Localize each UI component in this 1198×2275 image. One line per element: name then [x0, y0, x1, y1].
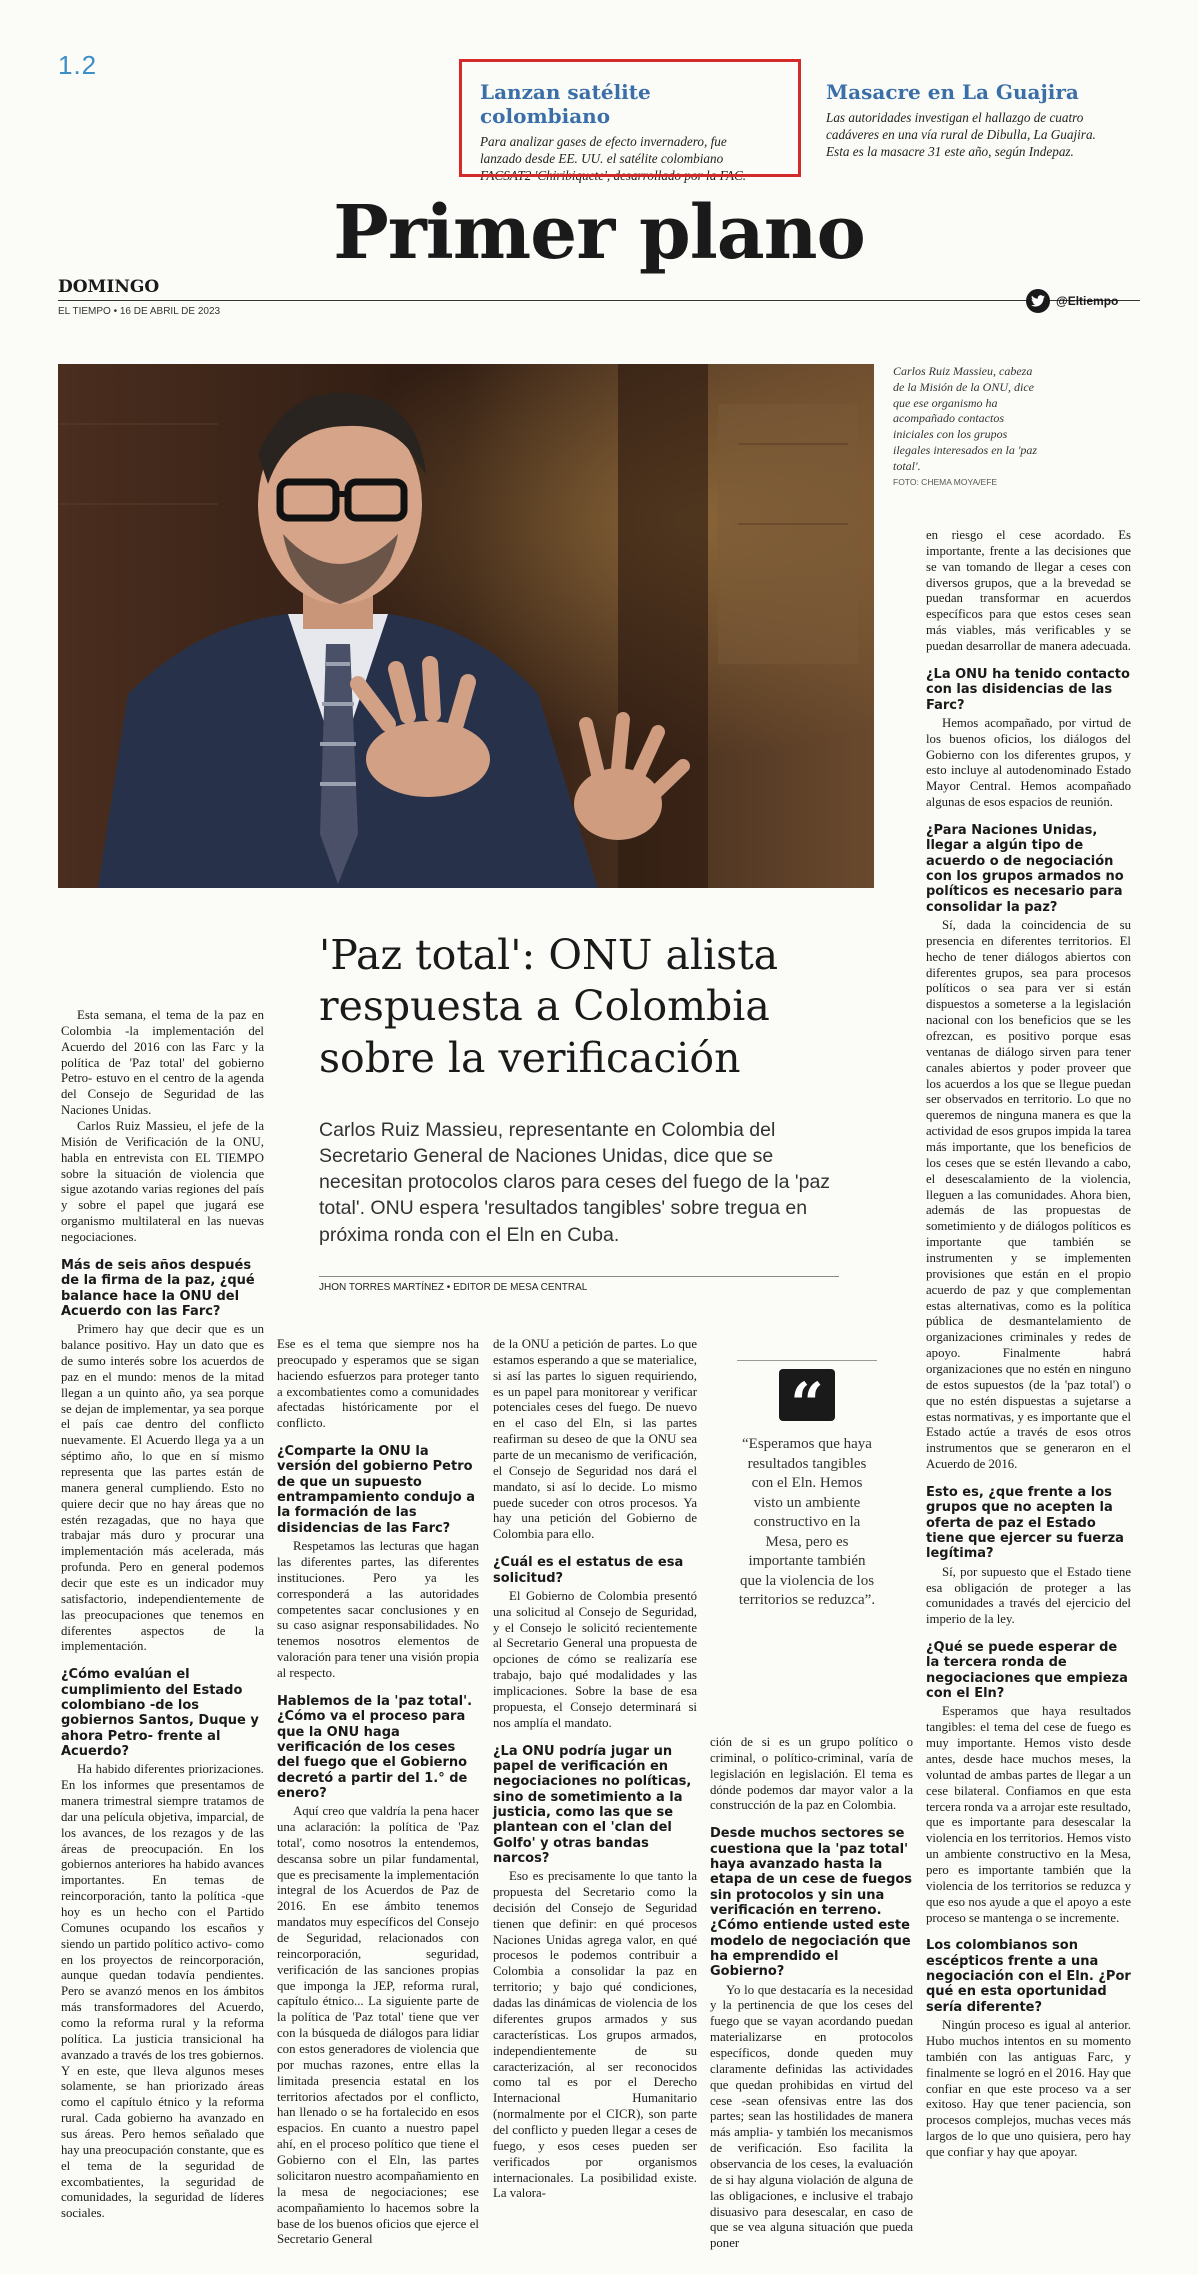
- header-rule: [58, 300, 1140, 301]
- quote-icon: “: [779, 1369, 835, 1421]
- article-deck: Carlos Ruiz Massieu, representante en Colombia del Secretario General de Naciones Unidas, dice que se necesitan protocolos claros para ceses del fuego de la 'paz total'. ONU espera 'resultados tangibles' sobre tregua en próxima ronda con el Eln en Cuba.: [319, 1119, 831, 1246]
- paragraph: El Gobierno de Colombia presentó una solicitud al Consejo de Seguridad, y el Consejo le solicitó recientemente al Secretario General una propuesta de opciones de cómo se realizaría ese trabajo, bajo qué modalidades y las implicaciones. Sobre la base de esa propuesta, el Consejo determinará si nos amplía el mandato.: [493, 1588, 697, 1730]
- article-photo: [58, 364, 874, 888]
- paragraph: Ha habido diferentes priorizaciones. En los informes que presentamos de manera trimestral siempre tratamos de dar una película objetiva, imparcial, de los avances, de los rezagos y de las áreas de preocupación. En los gobiernos anteriores ha habido avances importantes. En temas de reincorporación, tanto la política -que hoy es un hecho con el Partido Comunes ocupando los escaños y siendo un partido político activo- como en los proyectos de reincorporación, aunque quedan todavía pendientes. Pero se avanzó menos en los ámbitos más transformadores del Acuerdo, como la reforma rural y la reforma política. La justicia transicional ha avanzado a través de los tres gobiernos. Y en este, que lleva algunos meses solamente, se han priorizado áreas como el capítulo étnico y la reforma rural. Cada gobierno ha avanzado en sus áreas. Pero hemos señalado que hay una preocupación constante, que es el tema de la seguridad de excombatientes, la seguridad de comunidades, la seguridad de líderes sociales.: [61, 1762, 264, 2221]
- pull-quote-text: “Esperamos que haya resultados tangibles con el Eln. Hemos visto un ambiente constructivo en la Mesa, pero es importante también que la violencia de los territorios se reduzca”.: [738, 1436, 876, 1608]
- paragraph: Primero hay que decir que es un balance positivo. Hay un dato que es de sumo interés sobre los acuerdos de paz en el mundo: menos de la mitad llegan a un quinto año, ya sea porque se dejan de implementar, ya sea porque el país cae dentro del conflicto nuevamente. El Acuerdo llega ya a un séptimo año, lo que en sí mismo representa que las partes están de manera general cumpliendo. Esto no quiere decir que no hay áreas que no estén rezagadas, que no haya que trabajar más duro y procurar una implementación más acelerada, más profunda. Pero en general podemos decir que este es un indicador muy satisfactorio, independientemente de las preocupaciones que tenemos en diferentes aspectos de la implementación.: [61, 1322, 264, 1654]
- paragraph: Eso es precisamente lo que tanto la propuesta del Secretario como la decisión del Consejo de Seguridad tienen que definir: en qué procesos Naciones Unidas agrega valor, en qué procesos le podemos contribuir a Colombia a consolidar la paz en territorio; y bajo qué condiciones, dadas las dinámicas de violencia de los diferentes grupos armados y sus características. Los grupos armados, independientemente de su caracterización, al ser reconocidos como tal es por el Derecho Internacional Humanitario (normalmente por el CICR), son parte del conflicto y pueden llegar a ceses de fuego, y esos ceses pueden ser verificados por organismos internacionales. La posibilidad existe. La valora-: [493, 1869, 697, 2201]
- paragraph: Carlos Ruiz Massieu, el jefe de la Misión de Verificación de la ONU, habla en entrevista con EL TIEMPO sobre la situación de violencia que sigue azotando varias regiones del país y sobre el papel que jugará ese organismo multilateral en las nuevas negociaciones.: [61, 1119, 264, 1245]
- byline-rule: [319, 1276, 839, 1277]
- paragraph: Hemos acompañado, por virtud de los buenos oficios, los diálogos del Gobierno con los diferentes grupos, y esto incluye al autodenominado Estado Mayor Central. Hemos acompañado algunas de esos espacios de reunión.: [926, 715, 1131, 810]
- paragraph: Esta semana, el tema de la paz en Colombia -la implementación del Acuerdo del 2016 con las Farc y la política de 'Paz total' del gobierno Petro- estuvo en el centro de la agenda del Consejo de Seguridad de las Naciones Unidas.: [61, 1008, 264, 1118]
- interview-question: ¿Para Naciones Unidas, llegar a algún tipo de acuerdo o de negociación con los grupos armados no políticos es necesario para consolidar la paz?: [926, 823, 1124, 915]
- caption-text: Carlos Ruiz Massieu, cabeza de la Misión de la ONU, dice que ese organismo ha acompañado contactos iniciales con los grupos ilegales interesados en la 'paz total'.: [893, 364, 1038, 473]
- interview-question: Los colombianos son escépticos frente a una negociación con el Eln. ¿Por qué en esta oportunidad sería diferente?: [926, 1938, 1131, 2015]
- article-column-5: [926, 528, 1131, 2203]
- teaser-text: Para analizar gases de efecto invernadero, fue lanzado desde EE. UU. el satélite colombiano FACSAT2 'Chiribiquete', desarrollado por la FAC.: [480, 134, 747, 183]
- paragraph: Esperamos que haya resultados tangibles: el tema del cese de fuego es muy importante. Hemos visto desde antes, desde hace muchos meses, la voluntad de ambas partes de llegar a un cese bilateral. Confiamos en que esta tercera ronda va a arrojar este resultado, que es importante para desescalar la violencia en los territorios. Hemos visto un ambiente constructivo en la Mesa, pero es importante también que la violencia de los territorios se reduzca y que eso nos ayude a que el apoyo a este proceso se mantenga o se incremente.: [926, 1704, 1131, 1925]
- interview-question: ¿Cuál es el estatus de esa solicitud?: [493, 1555, 684, 1586]
- twitter-handle-text: @Eltiempo: [1056, 294, 1119, 308]
- highlight-box: [459, 59, 801, 177]
- article-column-1: [61, 1008, 264, 2221]
- day-label: DOMINGO: [58, 277, 160, 297]
- photo-caption: [893, 364, 1043, 488]
- interview-question: Desde muchos sectores se cuestiona que la 'paz total' haya avanzado hasta la etapa de un cese de fuegos sin protocolos y sin una verificación en terreno. ¿Cómo entiende usted este modelo de negociación que ha emprendido el Gobierno?: [710, 1826, 913, 1980]
- quote-rule: [737, 1360, 877, 1361]
- section-title: Primer plano: [333, 190, 865, 276]
- teaser-title[interactable]: Lanzan satélite colombiano: [480, 80, 651, 128]
- teaser-massacre[interactable]: [826, 80, 1116, 160]
- teaser-text: Las autoridades investigan el hallazgo de cuatro cadáveres en una vía rural de Dibulla, La Guajira. Esta es la masacre 31 este año, según Indepaz.: [826, 110, 1096, 159]
- interview-question: ¿Cómo evalúan el cumplimiento del Estado colombiano -de los gobiernos Santos, Duque y ahora Petro- frente al Acuerdo?: [61, 1667, 259, 1759]
- paragraph: Sí, por supuesto que el Estado tiene esa obligación de proteger a las comunidades a través del ejercicio del imperio de la ley.: [926, 1564, 1131, 1627]
- photo-credit: FOTO: CHEMA MOYA/EFE: [893, 476, 998, 487]
- pull-quote: [737, 1360, 877, 1611]
- article-column-2: [277, 1337, 479, 2247]
- paragraph: Ningún proceso es igual al anterior. Hubo muchos intentos en su momento también con las antiguas Farc, y finalmente se logró en el 2016. Hay que confiar en que este proceso va a ser exitoso. Hay que tener paciencia, son procesos complejos, muchas veces más largos de lo que uno quisiera, pero hay que confiar y hay que apoyar.: [926, 2018, 1131, 2159]
- twitter-icon: [1026, 289, 1050, 313]
- article-headline: 'Paz total': ONU alista respuesta a Colombia sobre la verificación: [319, 931, 779, 1082]
- article-column-3: [493, 1337, 697, 2203]
- interview-question: Más de seis años después de la firma de la paz, ¿qué balance hace la ONU del Acuerdo con las Farc?: [61, 1257, 255, 1319]
- paragraph: Yo lo que destacaría es la necesidad y la pertinencia de que los ceses del fuego que se vayan acordando puedan materializarse en protocolos específicos, donde queden muy claramente definidas las actividades que quedan prohibidas en virtud del cese -sean ofensivas entre las dos partes; sean las hostilidades de manera más amplia- y también los mecanismos de verificación. Eso facilita la observancia de los ceses, la evaluación de si hay alguna violación de alguna de las obligaciones, e inclusive el trabajo disuasivo para desescalar, en caso de que se vea alguna situación que pueda poner: [710, 1982, 913, 2251]
- twitter-handle[interactable]: [1026, 289, 1118, 313]
- paragraph: Aquí creo que valdría la pena hacer una aclaración: la política de 'Paz total', como nosotros la entendemos, descansa sobre un pilar fundamental, que es precisamente la implementación integral de los Acuerdos de Paz de 2016. En ese ámbito tenemos mandatos muy específicos del Consejo de Seguridad, relacionados con reincorporación, seguridad, verificación de las sanciones propias que imponga la JEP, reforma rural, capítulo étnico... La siguiente parte de la política de 'Paz total' tiene que ver con la búsqueda de diálogos para lidiar con estos generadores de violencia que por muchas razones, entre ellas la limitada presencia estatal en los territorios afectados por el conflicto, han llenado o se ha fortalecido en esos espacios. En cuanto a nuestro papel ahí, en el proceso político que tiene el Gobierno con el Eln, las partes solicitaron nuestro acompañamiento en la mesa de negociaciones; ese acompañamiento lo hacemos sobre la base de los buenos oficios que ejerce el Secretario General: [277, 1804, 479, 2247]
- page-number: 1.2: [58, 50, 98, 80]
- interview-question: ¿La ONU podría jugar un papel de verificación en negociaciones no políticas, sino de sometimiento a la justicia, como las que se plantean con el 'clan del Golfo' y otras bandas narcos?: [493, 1743, 692, 1866]
- dateline: EL TIEMPO • 16 DE ABRIL DE 2023: [58, 306, 221, 317]
- interview-question: ¿Comparte la ONU la versión del gobierno Petro de que un supuesto entrampamiento condujo a la formación de las disidencias de las Farc?: [277, 1444, 475, 1536]
- teaser-title[interactable]: Masacre en La Guajira: [826, 80, 1079, 104]
- paragraph: Respetamos las lecturas que hagan las diferentes partes, las diferentes instituciones. Pero ya les corresponderá a las autoridades competentes sacar conclusiones y en su caso asignar responsabilidades. No tenemos nosotros elementos de valoración para tener una visión propia al respecto.: [277, 1539, 479, 1680]
- paragraph: en riesgo el cese acordado. Es importante, frente a las decisiones que se van tomando de llegar a ceses con diversos grupos, que a la brevedad se puedan transformar en acuerdos específicos para que estos ceses sean más viables, más verificables y se puedan desarrollar de manera adecuada.: [926, 528, 1131, 654]
- paragraph: Sí, dada la coincidencia de su presencia en diferentes territorios. El hecho de tener diálogos abiertos con diferentes grupos, sea para procesos políticos o sea para ver si están dispuestos a someterse a la legislación nacional con los beneficios que se les ofrezcan, es positivo porque esas ventanas de diálogo sirven para tener canales abiertos y poder proveer que los acuerdos a los que se llegue puedan ser observados en territorio. Lo que no queremos de ninguna manera es que la actividad de esos grupos impida la tarea más importante, que los beneficios de los ceses que se estén llevando a cabo, el desescalamiento de la violencia, lleguen a las comunidades. Ahora bien, además de las propuestas de sometimiento y de diálogos políticos es importante que también se instrumenten y se implementen provisiones que están en el propio acuerdo de paz y que complementan estas alternativas, como es la política pública de desmantelamiento de organizaciones criminales y redes de apoyo. Finalmente habrá organizaciones que no estén en ninguno de estos supuestos (de la 'paz total') o que no estén dispuestas a sujetarse a estas normativas, y es importante que el Estado actúe a través de esos otros instrumentos que se generaron en el Acuerdo de 2016.: [926, 917, 1131, 1472]
- paragraph: ción de si es un grupo político o criminal, o político-criminal, varía de legislación en legislación. El tema es dónde podemos dar mayor valor a la construcción de la paz en Colombia.: [710, 1735, 913, 1813]
- interview-question: ¿Qué se puede esperar de la tercera ronda de negociaciones que empieza con el Eln?: [926, 1640, 1128, 1702]
- byline: JHON TORRES MARTÍNEZ • EDITOR DE MESA CENTRAL: [319, 1282, 588, 1293]
- article-column-4: [710, 1735, 913, 2251]
- interview-question: Hablemos de la 'paz total'. ¿Cómo va el proceso para que la ONU haga verificación de los ceses del fuego que el Gobierno decretó a partir del 1.° de enero?: [277, 1693, 473, 1801]
- paragraph: de la ONU a petición de partes. Lo que estamos esperando a que se materialice, si así las partes lo siguen requiriendo, es un papel para monitorear y verificar potenciales ceses del fuego. De nuevo en el caso del Eln, si las partes reafirman su deseo de que la ONU sea parte de un mecanismo de verificación, el Consejo de Seguridad nos dará el mandato, si así lo decide. Lo mismo puede suceder con otros procesos. Ya hay una petición del Gobierno de Colombia para ello.: [493, 1337, 697, 1542]
- interview-question: Esto es, ¿que frente a los grupos que no acepten la oferta de paz el Estado tiene que ejercer su fuerza legítima?: [926, 1485, 1124, 1562]
- paragraph: Ese es el tema que siempre nos ha preocupado y esperamos que se sigan haciendo esfuerzos para proteger tanto a excombatientes como a comunidades afectadas históricamente por el conflicto.: [277, 1337, 479, 1431]
- interview-question: ¿La ONU ha tenido contacto con las disidencias de las Farc?: [926, 666, 1130, 713]
